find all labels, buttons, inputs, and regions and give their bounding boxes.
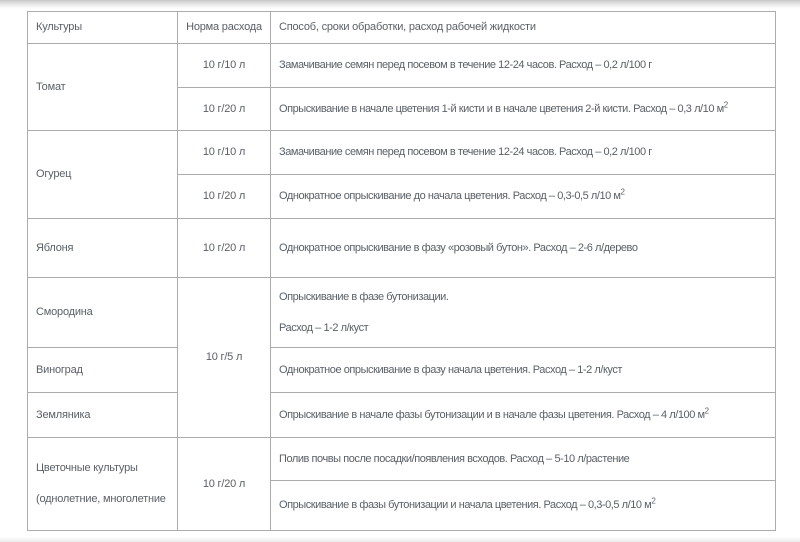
method-text: Замачивание семян перед посевом в течение 12-24 часов. Расход – 0,2 л/100 г xyxy=(279,59,652,72)
table-row-grape xyxy=(28,348,776,393)
rate-cell: 10 г/20 л xyxy=(178,175,271,219)
culture-text-line2: (однолетние, многолетние xyxy=(36,493,166,505)
header-method: Способ, сроки обработки, расход рабочей жидкости xyxy=(271,12,776,44)
culture-cell-cucumber: Огурец xyxy=(28,131,178,219)
table-row-strawberry xyxy=(28,393,776,438)
rate-cell: 10 г/10 л xyxy=(178,131,271,175)
header-rate: Норма расхода xyxy=(178,12,271,44)
top-shadow-band xyxy=(0,0,800,9)
header-culture: Культуры xyxy=(28,12,178,44)
table-row-flowers-watering xyxy=(28,438,776,481)
method-cell xyxy=(271,348,776,393)
method-cell xyxy=(271,219,776,278)
method-cell xyxy=(271,131,776,175)
culture-cell-tomato: Томат xyxy=(28,44,178,131)
table-row-apple xyxy=(28,219,776,278)
method-text: Опрыскивание в начале цветения 1-й кисти и в начале цветения 2-й кисти. Расход – 0,3 л/10 м xyxy=(279,102,724,115)
method-text: Опрыскивание в начале фазы бутонизации и в начале фазы цветения. Расход – 4 л/100 м xyxy=(279,408,705,421)
method-text: Однократное опрыскивание до начала цветения. Расход – 0,3-0,5 л/10 м xyxy=(279,190,621,203)
crops-dosage-table xyxy=(27,11,776,531)
bottom-shadow-band xyxy=(0,537,800,542)
rate-cell-merged: 10 г/5 л xyxy=(178,278,271,438)
method-text: Однократное опрыскивание в фазу начала цветения. Расход – 1-2 л/куст xyxy=(279,363,622,376)
method-text: Полив почвы после посадки/появления всходов. Расход – 5-10 л/растение xyxy=(279,452,630,465)
culture-cell-currant: Смородина xyxy=(28,278,178,348)
method-cell xyxy=(271,481,776,531)
rate-cell: 10 г/10 л xyxy=(178,44,271,88)
method-text: Замачивание семян перед посевом в течение 12-24 часов. Расход – 0,2 л/100 г xyxy=(279,146,652,159)
superscript: 2 xyxy=(723,99,728,109)
header-row xyxy=(28,12,776,44)
culture-text-line1: Цветочные культуры xyxy=(36,462,138,475)
method-text: Опрыскивание в фазы бутонизации и начала цветения. Расход – 0,3-0,5 л/10 м xyxy=(279,499,652,512)
method-text-line1: Опрыскивание в фазе бутонизации. xyxy=(279,290,449,303)
culture-cell-flowers xyxy=(28,438,178,531)
rate-cell-merged: 10 г/20 л xyxy=(178,438,271,531)
table-row-currant xyxy=(28,278,776,348)
method-cell xyxy=(271,278,776,348)
method-cell xyxy=(271,175,776,219)
method-cell xyxy=(271,438,776,481)
superscript: 2 xyxy=(704,405,709,415)
rate-cell: 10 г/20 л xyxy=(178,88,271,131)
table-row-tomato-soak xyxy=(28,44,776,88)
method-text-line2: Расход – 1-2 л/куст xyxy=(279,321,369,334)
culture-cell-apple: Яблоня xyxy=(28,219,178,278)
superscript: 2 xyxy=(620,187,625,197)
rate-cell: 10 г/20 л xyxy=(178,219,271,278)
superscript: 2 xyxy=(651,496,656,506)
method-cell xyxy=(271,88,776,131)
method-text: Однократное опрыскивание в фазу «розовый бутон». Расход – 2-6 л/дерево xyxy=(279,241,638,254)
culture-cell-grape: Виноград xyxy=(28,348,178,393)
culture-cell-strawberry: Земляника xyxy=(28,393,178,438)
method-cell xyxy=(271,44,776,88)
method-cell xyxy=(271,393,776,438)
table-row-cucumber-soak xyxy=(28,131,776,175)
